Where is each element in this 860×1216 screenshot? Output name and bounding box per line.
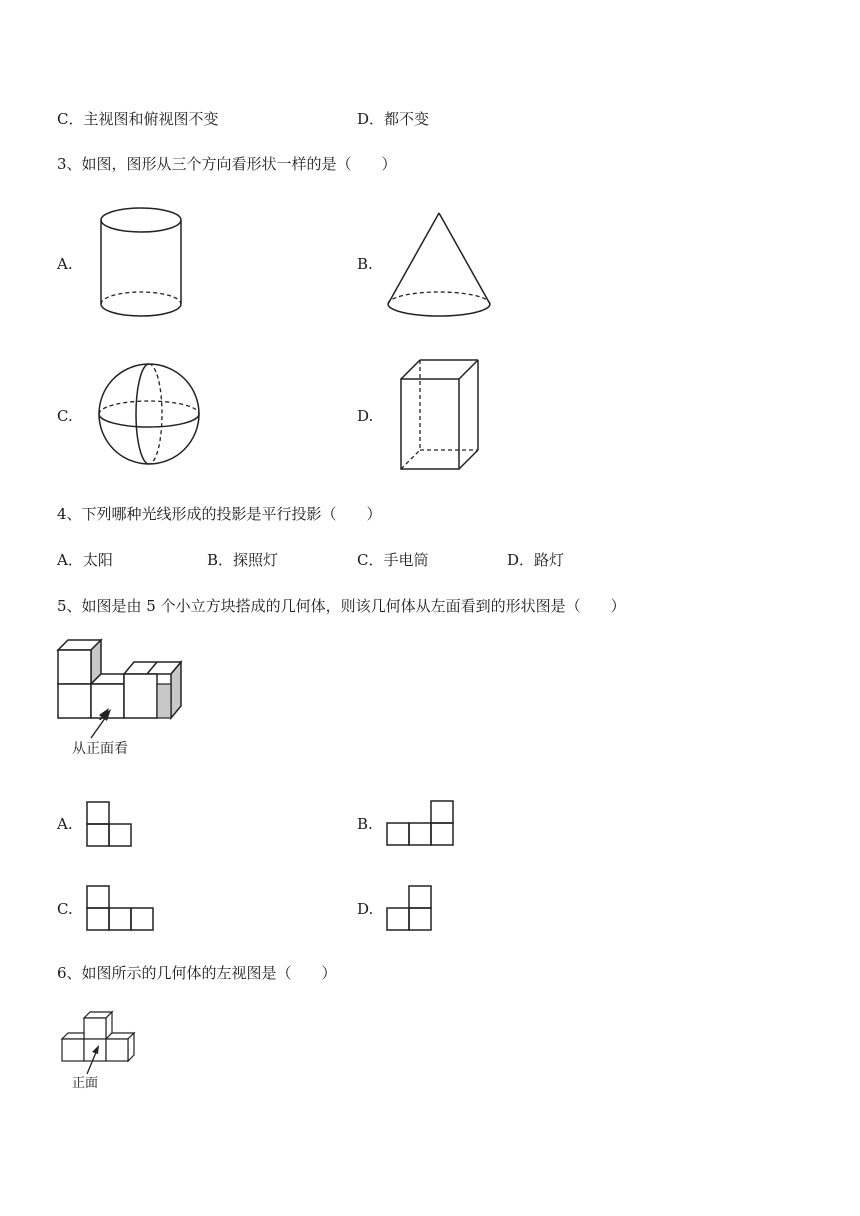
q4-option-a: A．太阳 [57, 551, 113, 569]
q2-option-c: C．主视图和俯视图不变 [57, 110, 219, 128]
q3-option-d-label: D. [357, 407, 374, 425]
q5-option-d-label: D. [357, 900, 374, 918]
q3-option-b-label: B. [357, 255, 373, 273]
q4-option-b: B．探照灯 [207, 551, 279, 569]
q5-stem: 5、如图是由 5 个小立方块搭成的几何体，则该几何体从左面看到的形状图是（ ） [57, 597, 626, 615]
rectangular-prism-figure [398, 357, 482, 473]
q5-option-b-figure [386, 800, 456, 848]
q5-option-a-label: A. [57, 815, 73, 833]
q5-figure-caption: 从正面看 [72, 741, 128, 757]
q5-option-c-label: C. [57, 900, 73, 918]
q3-option-c-label: C. [57, 407, 73, 425]
q2-option-d: D．都不变 [357, 110, 430, 128]
q4-stem: 4、下列哪种光线形成的投影是平行投影（ ） [57, 505, 382, 523]
q4-option-c: C．手电筒 [357, 551, 429, 569]
q6-stem: 6、如图所示的几何体的左视图是（ ） [57, 964, 337, 982]
cylinder-figure [96, 204, 188, 322]
q3-stem: 3、如图，图形从三个方向看形状一样的是（ ） [57, 155, 397, 173]
q4-option-d: D．路灯 [507, 551, 565, 569]
q5-option-d-figure [386, 885, 434, 933]
q3-option-a-label: A. [57, 255, 73, 273]
q5-option-b-label: B. [357, 815, 373, 833]
sphere-figure [96, 360, 204, 468]
view-direction-arrow-icon [55, 636, 185, 751]
q6-figure-caption: 正面 [72, 1076, 99, 1091]
q5-option-a-figure [86, 801, 134, 847]
q5-option-c-figure [86, 885, 156, 933]
cone-figure [384, 210, 496, 322]
